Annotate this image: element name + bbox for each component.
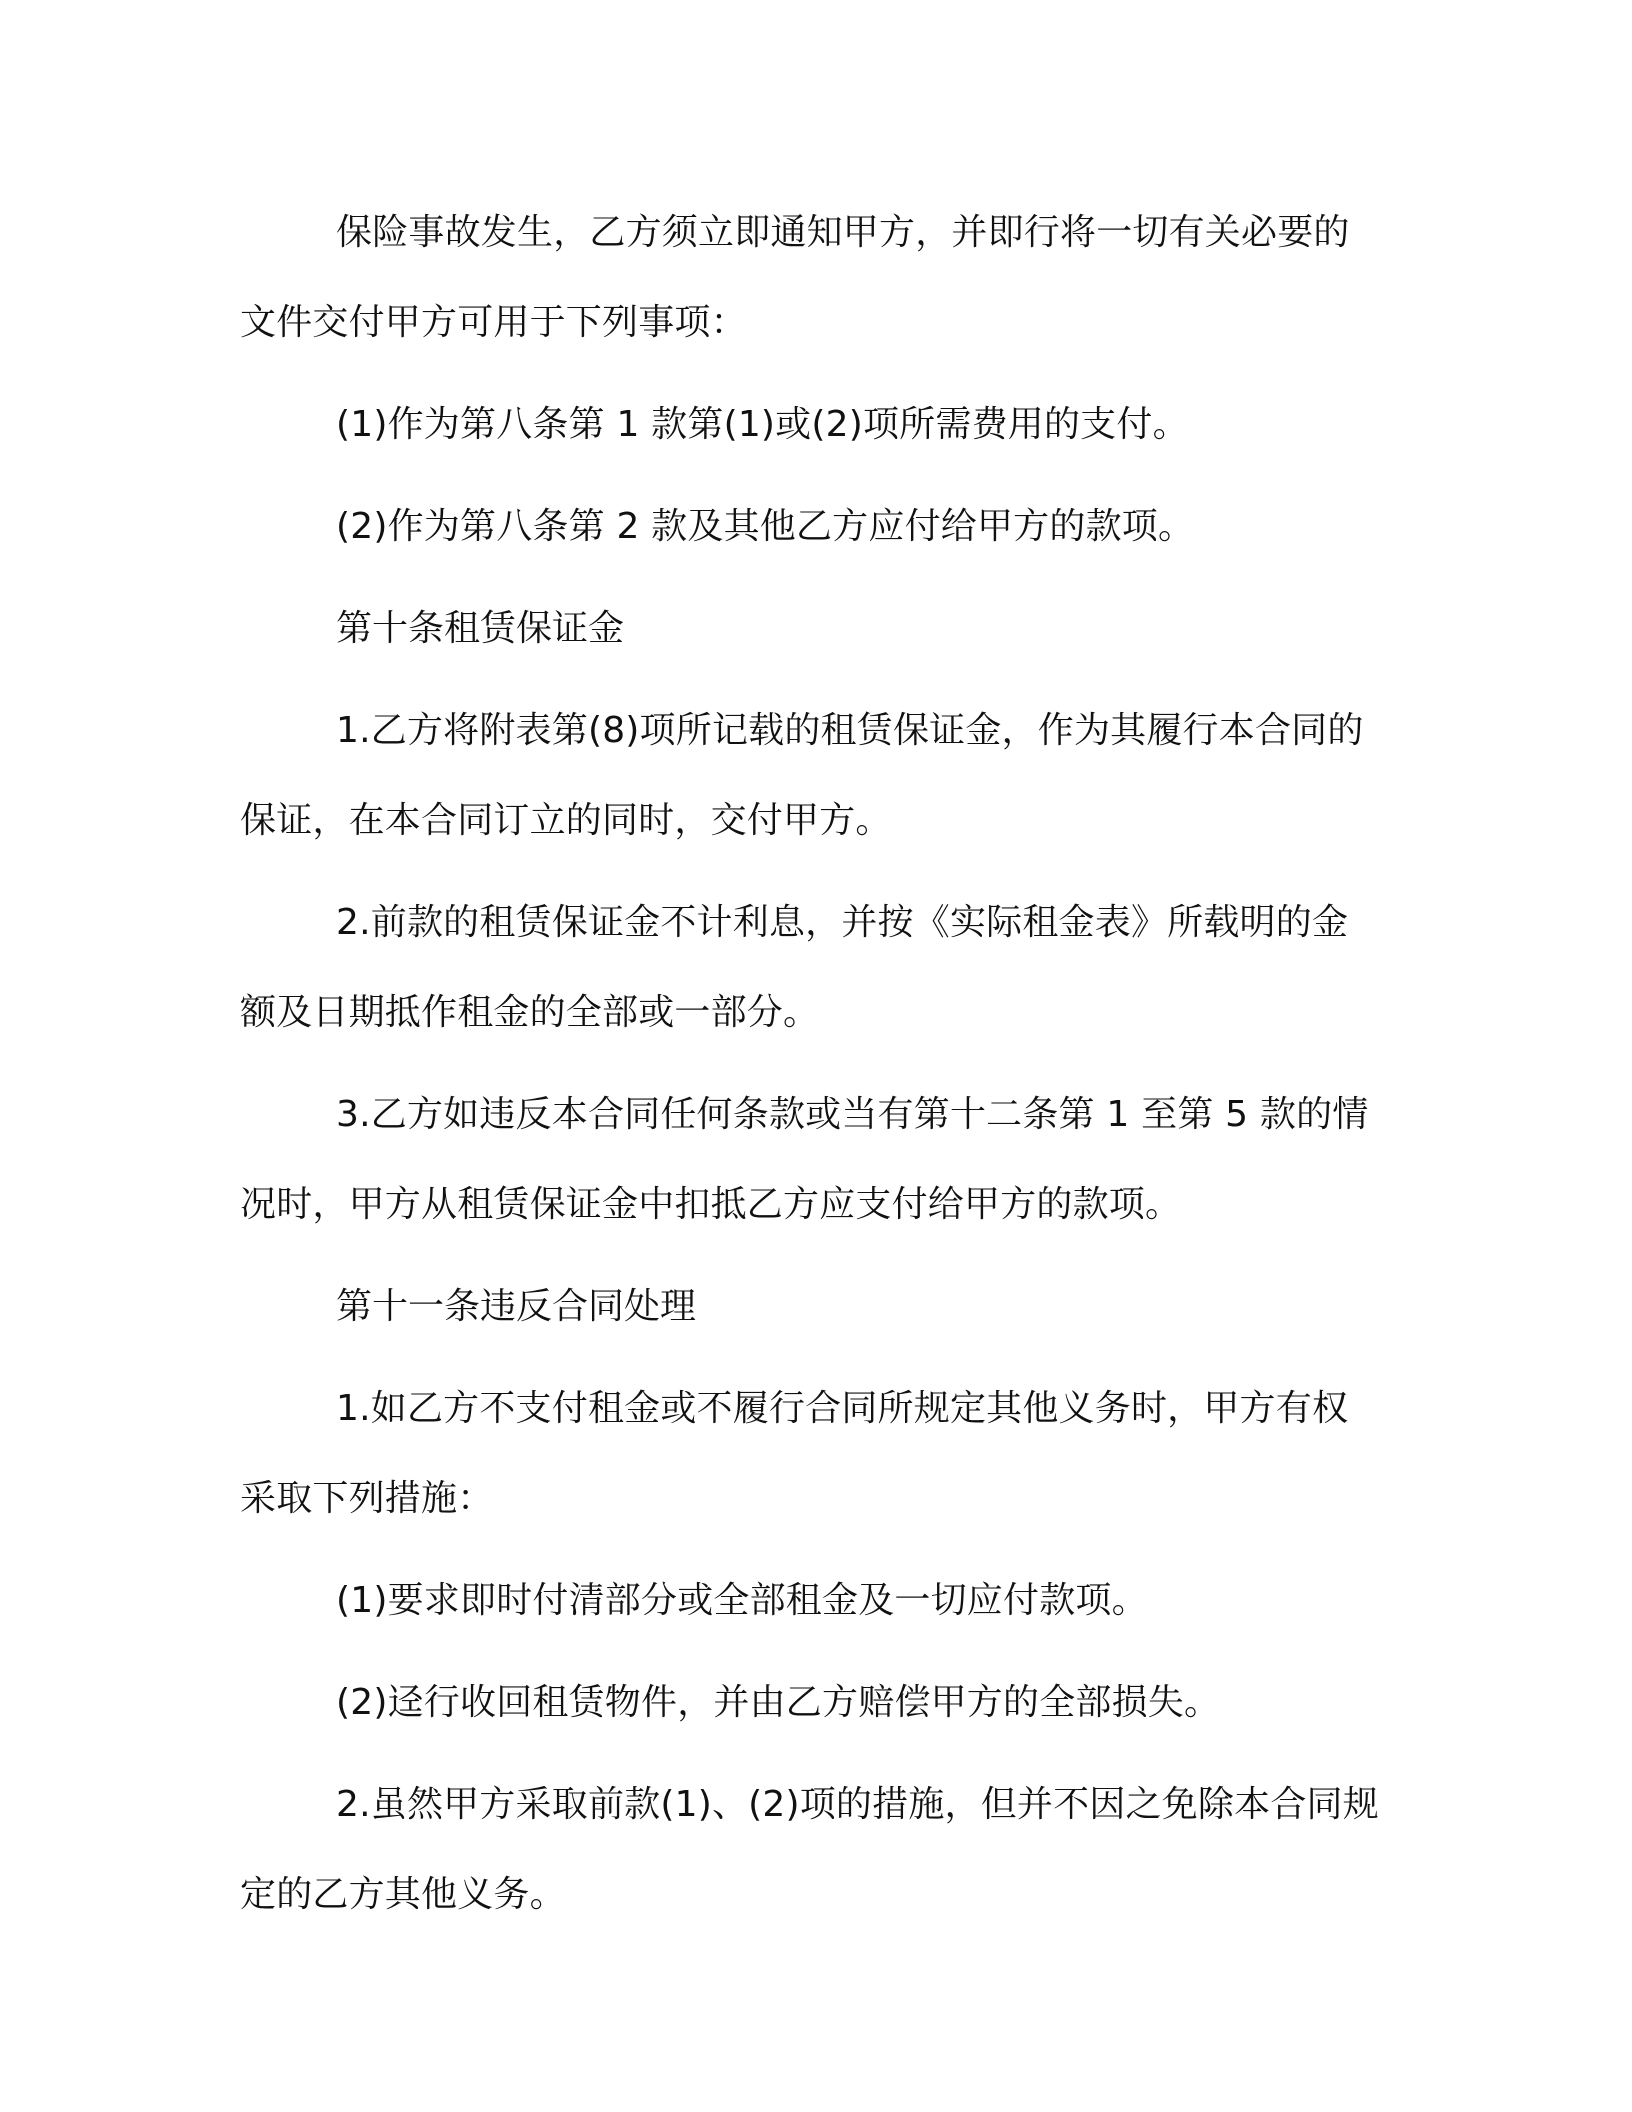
document-body [240,188,1384,1952]
paragraph-item-1: (1)作为第八条第 1 款第(1)或(2)项所需费用的支付。 [336,404,1189,445]
paragraph-article-11-item-1: (1)要求即时付清部分或全部租金及一切应付款项。 [336,1580,1148,1621]
paragraph-article-11-clause-2: 2.虽然甲方采取前款(1)、(2)项的措施，但并不因之免除本合同规定的乙方其他义务。 [240,1784,1379,1915]
paragraph-article-10-clause-2: 2.前款的租赁保证金不计利息，并按《实际租金表》所载明的金额及日期抵作租金的全部或一部分。 [240,902,1349,1033]
section-heading-article-10: 第十条租赁保证金 [336,608,625,649]
paragraph-insurance-accident: 保险事故发生，乙方须立即通知甲方，并即行将一切有关必要的文件交付甲方可用于下列事项： [240,212,1350,343]
paragraph-article-10-clause-1: 1.乙方将附表第(8)项所记载的租赁保证金，作为其履行本合同的保证，在本合同订立的同时，交付甲方。 [240,710,1364,841]
paragraph-article-10-clause-3: 3.乙方如违反本合同任何条款或当有第十二条第 1 至第 5 款的情况时，甲方从租赁保证金中扣抵乙方应支付给甲方的款项。 [240,1094,1369,1225]
paragraph-article-11-item-2: (2)迳行收回租赁物件，并由乙方赔偿甲方的全部损失。 [336,1682,1221,1723]
section-heading-article-11: 第十一条违反合同处理 [336,1286,697,1327]
paragraph-article-11-clause-1: 1.如乙方不支付租金或不履行合同所规定其他义务时，甲方有权采取下列措施： [240,1388,1349,1519]
paragraph-item-2: (2)作为第八条第 2 款及其他乙方应付给甲方的款项。 [336,506,1195,547]
